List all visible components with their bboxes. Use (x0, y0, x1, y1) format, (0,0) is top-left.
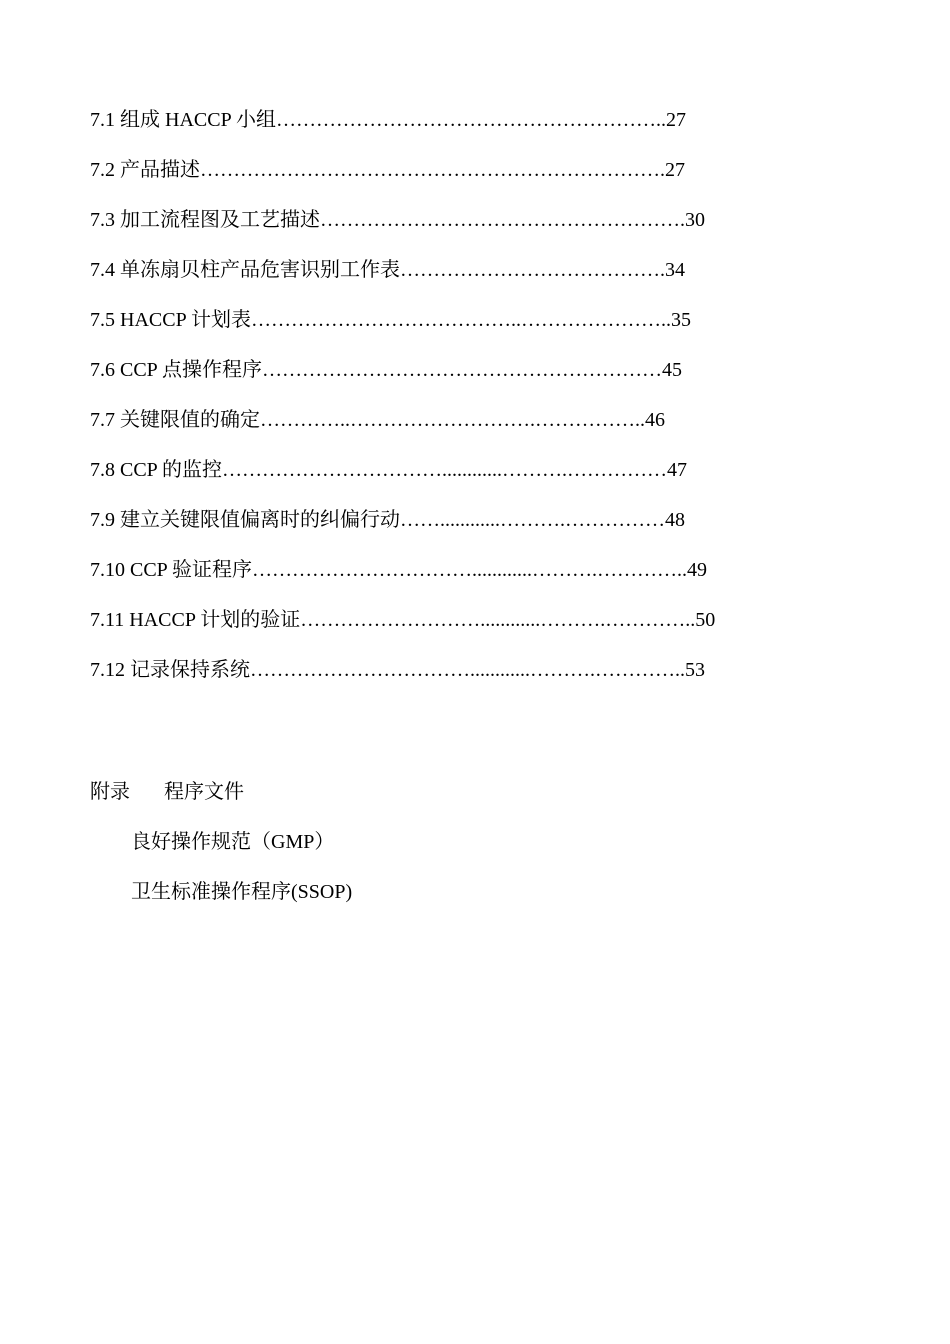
toc-entry-7-10: 7.10 CCP 验证程序……………………………............……….…………..49 (90, 559, 708, 581)
toc-entry-7-4: 7.4 单冻扇贝柱产品危害识别工作表………………………………….34 (90, 259, 685, 281)
toc-entry-7-7: 7.7 关键限值的确定…………..……………………….……………..46 (90, 409, 665, 431)
toc-entry-7-3: 7.3 加工流程图及工艺描述……………………………………………….30 (90, 209, 705, 231)
appendix-label: 附录 (90, 781, 130, 803)
toc-entry-7-1: 7.1 组成 HACCP 小组…………………………………………………..27 (90, 109, 686, 131)
toc-entry-7-12: 7.12 记录保持系统……………………………............……….…………..53 (90, 659, 705, 681)
appendix-item-gmp: 良好操作规范（GMP） (131, 831, 335, 853)
toc-entry-7-2: 7.2 产品描述…………………………………………………………….27 (90, 159, 685, 181)
appendix-section (90, 776, 790, 926)
appendix-heading (90, 776, 790, 826)
toc-entry-7-11: 7.11 HACCP 计划的验证………………………............……….…………..50 (90, 609, 716, 631)
toc-entry-7-5: 7.5 HACCP 计划表…………………………………..…………………..35 (90, 309, 691, 331)
appendix-item-ssop: 卫生标准操作程序(SSOP) (131, 881, 353, 903)
appendix-title: 程序文件 (164, 781, 244, 803)
toc-entry-7-6: 7.6 CCP 点操作程序……………………………………………………45 (90, 359, 683, 381)
table-of-contents (90, 104, 850, 704)
toc-entry-7-9: 7.9 建立关键限值偏离时的纠偏行动……............……….……………48 (90, 509, 685, 531)
toc-entry-7-8: 7.8 CCP 的监控……………………………............……….……………47 (90, 459, 688, 481)
